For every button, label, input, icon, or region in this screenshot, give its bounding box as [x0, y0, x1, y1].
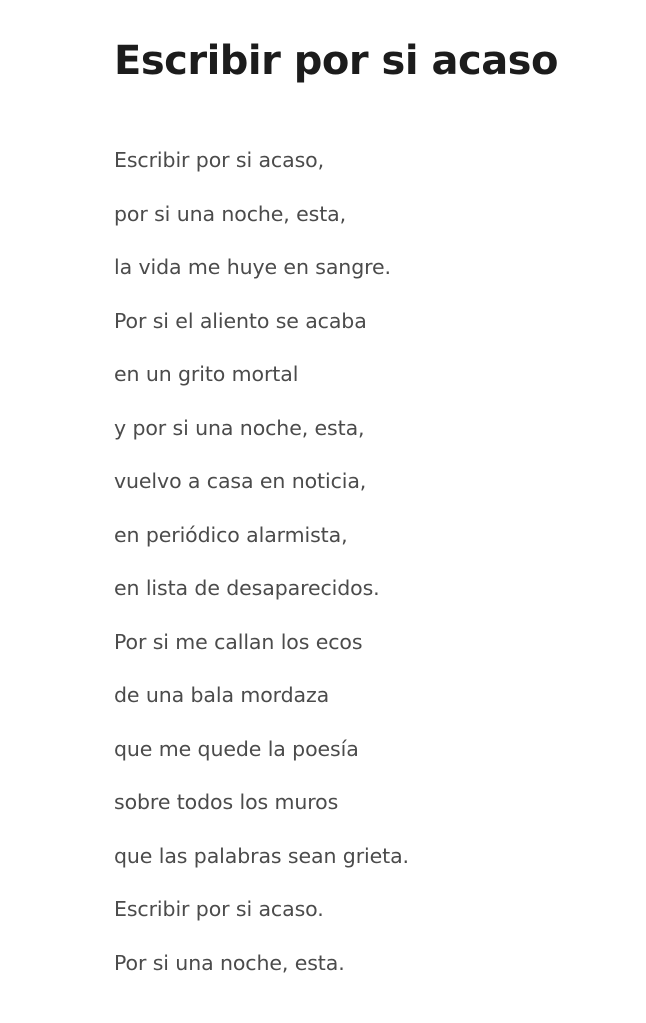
poem-line: de una bala mordaza	[114, 683, 330, 707]
poem-line: y por si una noche, esta,	[114, 415, 365, 440]
poem-line: vuelvo a casa en noticia,	[114, 469, 367, 493]
poem-line: Escribir por si acaso.	[114, 897, 324, 921]
poem-line: Por si el aliento se acaba	[114, 308, 367, 333]
poem-line: en periódico alarmista,	[114, 522, 348, 547]
poem-line: por si una noche, esta,	[114, 201, 347, 226]
poem-line: la vida me huye en sangre.	[114, 255, 391, 279]
poem-body	[0, 86, 646, 990]
poem-line: que las palabras sean grieta.	[114, 843, 409, 868]
poem-line: que me quede la poesía	[114, 736, 359, 761]
poem-line: sobre todos los muros	[114, 790, 339, 814]
poem-line: Escribir por si acaso,	[114, 148, 325, 172]
poem-line: Por si una noche, esta.	[114, 950, 345, 975]
page-title: Escribir por si acaso	[114, 38, 558, 84]
poem-line: en un grito mortal	[114, 362, 299, 386]
poem-line: Por si me callan los ecos	[114, 629, 363, 654]
poem-line: en lista de desaparecidos.	[114, 576, 380, 600]
